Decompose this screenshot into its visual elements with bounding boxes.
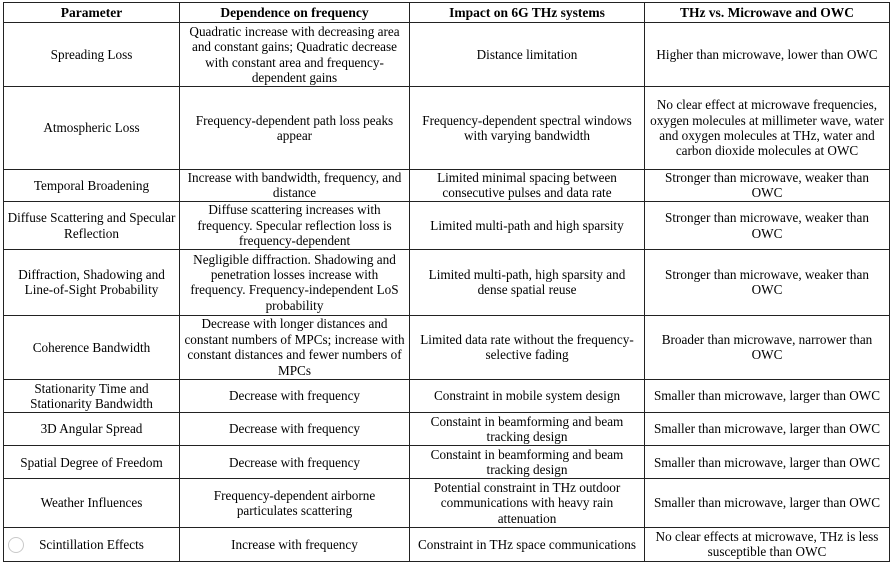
table-row [4, 169, 890, 201]
cell-parameter: Diffraction, Shadowing and Line-of-Sight Probability [4, 250, 180, 315]
cell-dependence: Diffuse scattering increases with frequency. Specular reflection loss is frequency-dependent [180, 201, 410, 249]
cell-comparison: Smaller than microwave, larger than OWC [645, 479, 890, 527]
table-row [4, 87, 890, 169]
cell-dependence: Decrease with frequency [180, 413, 410, 446]
cell-dependence: Frequency-dependent path loss peaks appear [180, 87, 410, 169]
header-row [4, 3, 890, 23]
cell-impact: Distance limitation [410, 23, 645, 87]
cell-impact: Limited minimal spacing between consecutive pulses and data rate [410, 169, 645, 201]
cell-parameter: Atmospheric Loss [4, 87, 180, 169]
cell-dependence: Decrease with frequency [180, 379, 410, 412]
header-dependence: Dependence on frequency [180, 3, 410, 23]
cell-comparison: No clear effect at microwave frequencies, oxygen molecules at millimeter wave, water and oxygen molecules at THz, water and carbon dioxide molecules at OWC [645, 87, 890, 169]
header-impact: Impact on 6G THz systems [410, 3, 645, 23]
cell-dependence: Increase with bandwidth, frequency, and distance [180, 169, 410, 201]
cell-comparison: Broader than microwave, narrower than OWC [645, 315, 890, 379]
cell-parameter: Stationarity Time and Stationarity Bandwidth [4, 379, 180, 412]
cell-parameter: Temporal Broadening [4, 169, 180, 201]
cell-comparison: Stronger than microwave, weaker than OWC [645, 201, 890, 249]
table-row [4, 315, 890, 379]
cell-impact: Limited multi-path, high sparsity and dense spatial reuse [410, 250, 645, 315]
table-row [4, 446, 890, 479]
thz-comparison-table [3, 2, 890, 562]
table-row [4, 413, 890, 446]
cell-dependence: Negligible diffraction. Shadowing and penetration losses increase with frequency. Frequency-independent LoS probability [180, 250, 410, 315]
cell-impact: Constraint in mobile system design [410, 379, 645, 412]
cell-impact: Constraint in THz space communications [410, 527, 645, 561]
cell-dependence: Increase with frequency [180, 527, 410, 561]
cell-comparison: Higher than microwave, lower than OWC [645, 23, 890, 87]
cell-dependence: Quadratic increase with decreasing area and constant gains; Quadratic decrease with constant area and frequency-dependent gains [180, 23, 410, 87]
table-row [4, 250, 890, 315]
cell-impact: Constaint in beamforming and beam tracking design [410, 413, 645, 446]
cell-comparison: Smaller than microwave, larger than OWC [645, 379, 890, 412]
table-row [4, 201, 890, 249]
cell-parameter: 3D Angular Spread [4, 413, 180, 446]
table-row [4, 527, 890, 561]
cell-comparison: Stronger than microwave, weaker than OWC [645, 169, 890, 201]
cell-impact: Limited multi-path and high sparsity [410, 201, 645, 249]
cell-parameter: Scintillation Effects [4, 527, 180, 561]
cell-impact: Constaint in beamforming and beam tracking design [410, 446, 645, 479]
cell-parameter: Spreading Loss [4, 23, 180, 87]
cell-parameter: Diffuse Scattering and Specular Reflection [4, 201, 180, 249]
cell-comparison: Smaller than microwave, larger than OWC [645, 413, 890, 446]
cell-parameter: Spatial Degree of Freedom [4, 446, 180, 479]
cell-comparison: Stronger than microwave, weaker than OWC [645, 250, 890, 315]
header-comparison: THz vs. Microwave and OWC [645, 3, 890, 23]
table-row [4, 379, 890, 412]
cell-dependence: Frequency-dependent airborne particulates scattering [180, 479, 410, 527]
cell-impact: Potential constraint in THz outdoor communications with heavy rain attenuation [410, 479, 645, 527]
cell-parameter: Coherence Bandwidth [4, 315, 180, 379]
table-row [4, 479, 890, 527]
cell-impact: Frequency-dependent spectral windows with varying bandwidth [410, 87, 645, 169]
cell-comparison: No clear effects at microwave, THz is less susceptible than OWC [645, 527, 890, 561]
cell-dependence: Decrease with longer distances and constant numbers of MPCs; increase with constant distances and fewer numbers of MPCs [180, 315, 410, 379]
cell-impact: Limited data rate without the frequency-selective fading [410, 315, 645, 379]
table-row [4, 23, 890, 87]
cell-comparison: Smaller than microwave, larger than OWC [645, 446, 890, 479]
cell-parameter: Weather Influences [4, 479, 180, 527]
header-parameter: Parameter [4, 3, 180, 23]
cell-dependence: Decrease with frequency [180, 446, 410, 479]
